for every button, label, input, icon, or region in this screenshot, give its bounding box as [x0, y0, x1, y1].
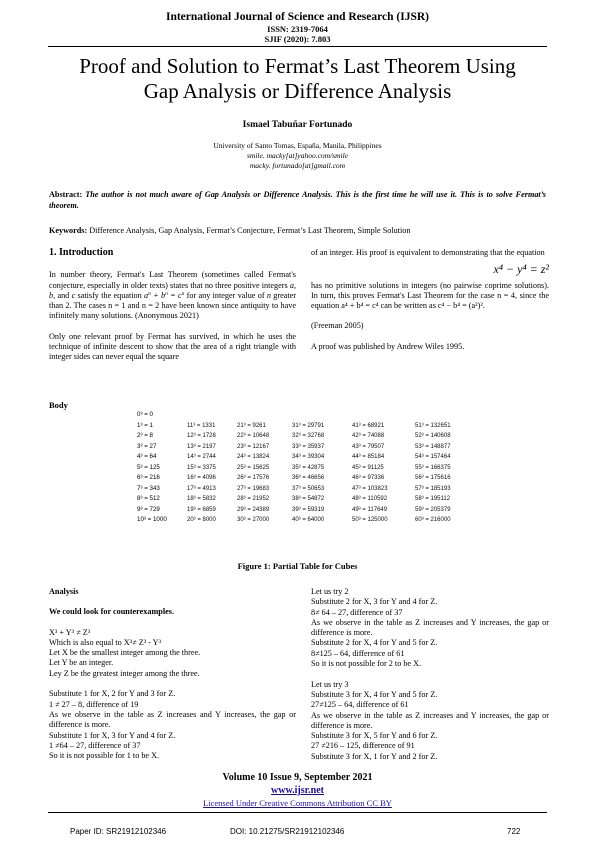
- analysis-line: Substitute 3 for X, 4 for Y and 5 for Z.: [311, 689, 438, 699]
- intro-column: [49, 248, 296, 363]
- abstract: [49, 190, 546, 211]
- cube-entry: 56³ = 175616: [415, 475, 451, 481]
- analysis-line: 27≠125 – 64, difference of 61: [311, 700, 409, 710]
- analysis-line: As we observe in the table as Z increases and Y increases, the gap or difference is more.: [311, 617, 549, 638]
- cube-entry: 12³ = 1728: [187, 433, 216, 439]
- cube-entry: 57³ = 185193: [415, 485, 451, 492]
- cube-entry: 45³ = 91125: [352, 464, 384, 471]
- keywords: [49, 226, 546, 235]
- cube-column: [137, 410, 167, 526]
- analysis-line: Substitute 2 for X, 4 for Y and 5 for Z.: [311, 638, 438, 648]
- right-paragraph-1: of an integer. His proof is equivalent to demonstrating that the equation: [311, 248, 545, 257]
- cube-entry: 29³ = 24389: [237, 506, 270, 513]
- cube-entry: 10³ = 1000: [137, 516, 167, 523]
- cube-entry: 1³ = 1: [137, 421, 153, 429]
- cube-entry: 37³ = 50653: [292, 485, 325, 492]
- keywords-label: Keywords:: [49, 226, 88, 235]
- analysis-line: 1 ≠64 – 27, difference of 37: [49, 740, 141, 750]
- analysis-line: So it is not possible for 2 to be X.: [311, 659, 422, 669]
- analysis-column-left: [49, 587, 296, 761]
- title-line-2: Gap Analysis or Difference Analysis: [143, 79, 452, 103]
- cube-column: [237, 421, 269, 526]
- analysis-right-lines: [311, 587, 549, 762]
- analysis-line: [311, 669, 549, 679]
- cube-entry: 15³ = 3375: [187, 464, 216, 471]
- intro-heading: 1. Introduction: [49, 247, 114, 258]
- cube-entry: 14³ = 2744: [187, 454, 216, 460]
- cube-entry: 30³ = 27000: [237, 517, 270, 523]
- cube-entry: 6³ = 216: [137, 474, 160, 481]
- cube-entry: 53³ = 148877: [415, 443, 451, 450]
- cube-entry: 46³ = 97336: [352, 475, 385, 481]
- cube-entry: 49³ = 117649: [352, 506, 388, 513]
- cube-entry: 26³ = 17576: [237, 475, 270, 481]
- analysis-line: Let Y be an integer.: [49, 658, 114, 668]
- cube-entry: 31³ = 29791: [292, 422, 325, 429]
- analysis-lines: [49, 628, 296, 762]
- analysis-line: Substitute 1 for X, 2 for Y and 3 for Z.: [49, 689, 176, 699]
- analysis-line: So it is not possible for 1 to be X.: [49, 751, 160, 761]
- footer-license-link[interactable]: Licensed Under Creative Commons Attribution CC BY: [203, 798, 392, 808]
- right-paragraph-2: has no primitive solutions in integers (no pairwise coprime solutions). In turn, this proves Fermat's Last Theorem for the case n = 4, since the equation a⁴ + b⁴ = c⁴ can be written as c⁴ − b⁴ = (a²)².: [311, 280, 549, 311]
- cube-entry: 38³ = 54872: [292, 496, 325, 502]
- intro-paragraph-2: Only one relevant proof by Fermat has survived, in which he uses the technique of infinite descent to show that the area of a right triangle with integer sides can never equal the square: [49, 331, 296, 362]
- cube-table: [137, 410, 467, 555]
- right-column: [311, 248, 549, 352]
- analysis-line: Let us try 2: [311, 587, 349, 596]
- cube-entry: 2³ = 8: [137, 432, 153, 439]
- author-name: Ismael Tabuñar Fortunado: [242, 120, 353, 130]
- analysis-line: Substitute 2 for X, 3 for Y and 4 for Z.: [311, 597, 438, 607]
- abstract-label: Abstract:: [49, 190, 83, 199]
- cube-entry: 42³ = 74088: [352, 433, 385, 439]
- cube-entry: 24³ = 13824: [237, 454, 270, 460]
- cube-entry: 40³ = 64000: [292, 517, 325, 523]
- equation: x⁴ − y⁴ = z²: [493, 262, 549, 277]
- cube-entry: 16³ = 4096: [187, 475, 216, 481]
- cube-entry: 25³ = 15625: [237, 464, 270, 471]
- analysis-line: Let X be the smallest integer among the three.: [49, 648, 201, 658]
- analysis-line: Substitute 1 for X, 3 for Y and 4 for Z.: [49, 730, 176, 740]
- cube-column: [352, 421, 388, 526]
- issn: ISSN: 2319-7064: [267, 24, 328, 34]
- cube-entry: 36³ = 46656: [292, 475, 325, 481]
- cube-entry: 3³ = 27: [137, 442, 157, 450]
- analysis-line: 8≠125 – 64, difference of 61: [311, 648, 405, 658]
- analysis-line: [49, 679, 296, 689]
- analysis-line: As we observe in the table as Z increases and Y increases, the gap or difference is more.: [49, 709, 296, 730]
- abstract-text: The author is not much aware of Gap Analysis or Difference Analysis. This is the first time he will use it. This is to solve Fermat’s theorem.: [49, 190, 546, 210]
- header-rule: [48, 46, 547, 47]
- cube-entry: 4³ = 64: [137, 453, 157, 460]
- keywords-text: Difference Analysis, Gap Analysis, Fermat’s Conjecture, Fermat’s Last Theorem, Simple Solution: [89, 226, 411, 235]
- cube-entry: 54³ = 157464: [415, 454, 451, 460]
- cube-entry: 58³ = 195112: [415, 496, 451, 502]
- analysis-line: X³ + Y³ ≠ Z³: [49, 627, 91, 637]
- cube-entry: 11³ = 1331: [187, 422, 216, 429]
- email-2: macky. fortunado[at]gmail.com: [249, 161, 346, 170]
- intro-paragraph-1: In number theory, Fermat's Last Theorem (sometimes called Fermat's conjecture, especially in older texts) states that no three positive integers a, b, and c satisfy the equation $a^n + b^n = c^n$ for any integer value of n greater than 2. The cases n = 1 and n = 2 have been known since antiquity to have infinitely many solutions. (Anonymous 2021): [49, 270, 296, 321]
- paper-title: [0, 54, 595, 104]
- cube-entry: 13³ = 2197: [187, 443, 216, 450]
- cube-entry: 52³ = 140608: [415, 433, 451, 439]
- cube-entry: 19³ = 6859: [187, 506, 216, 513]
- analysis-line: As we observe in the table as Z increases and Y increases, the gap or difference is more.: [311, 710, 549, 730]
- cube-entry: 0³ = 0: [137, 411, 153, 418]
- email-1: smile. macky[at]yahoo.com/smile: [246, 151, 349, 160]
- cube-entry: 41³ = 68921: [352, 422, 385, 429]
- analysis-line: 1 ≠ 27 – 8, difference of 19: [49, 699, 139, 709]
- cube-entry: 8³ = 512: [137, 495, 160, 502]
- analysis-line: Substitute 3 for X, 1 for Y and 2 for Z.: [311, 751, 438, 761]
- cube-entry: 48³ = 110592: [352, 496, 388, 502]
- analysis-line: 27 ≠216 – 125, difference of 91: [311, 741, 415, 751]
- cube-entry: 33³ = 35937: [292, 443, 325, 450]
- sjif: SJIF (2020): 7.803: [264, 34, 331, 44]
- cube-entry: 18³ = 5832: [187, 496, 216, 502]
- cube-entry: 60³ = 216000: [415, 517, 451, 523]
- analysis-line: Which is also equal to X³≠ Z³ - Y³: [49, 637, 162, 647]
- cube-entry: 7³ = 343: [137, 484, 160, 492]
- footer-rule: [48, 812, 547, 813]
- cube-entry: 32³ = 32768: [292, 433, 325, 439]
- cube-entry: 21³ = 9261: [237, 422, 266, 429]
- doi: DOI: 10.21275/SR21912102346: [230, 827, 345, 836]
- figure-caption: Figure 1: Partial Table for Cubes: [237, 561, 358, 571]
- cube-column: [187, 421, 216, 526]
- analysis-line: Substitute 3 for X, 5 for Y and 6 for Z.: [311, 731, 438, 741]
- cube-entry: 35³ = 42875: [292, 464, 325, 471]
- analysis-line: Ley Z be the greatest integer among the three.: [49, 668, 200, 678]
- cube-entry: 23³ = 12167: [237, 443, 270, 450]
- title-line-1: Proof and Solution to Fermat’s Last Theorem Using: [79, 54, 516, 78]
- analysis-line: Let us try 3: [311, 679, 349, 689]
- analysis-subheading: We could look for counterexamples.: [49, 607, 175, 617]
- cube-entry: 9³ = 729: [137, 505, 160, 513]
- analysis-column-right: [311, 587, 549, 762]
- journal-name: International Journal of Science and Research (IJSR): [165, 11, 429, 23]
- affiliation: University of Santo Tomas, España, Manila, Philippines: [213, 141, 382, 150]
- cube-entry: 44³ = 85184: [352, 454, 385, 460]
- footer-site-link[interactable]: www.ijsr.net: [271, 785, 324, 796]
- body-heading: Body: [49, 400, 68, 410]
- analysis-heading: Analysis: [49, 587, 79, 596]
- page-number: 722: [507, 827, 521, 836]
- analysis-line: 8≠ 64 – 27, difference of 37: [311, 607, 403, 617]
- cube-entry: 43³ = 79507: [352, 443, 385, 450]
- cube-column: [415, 421, 451, 526]
- cube-entry: 27³ = 19683: [237, 485, 270, 492]
- cube-entry: 20³ = 8000: [187, 517, 216, 523]
- cube-entry: 28³ = 21952: [237, 496, 270, 502]
- cube-entry: 39³ = 59319: [292, 506, 325, 513]
- cube-entry: 5³ = 125: [137, 463, 160, 471]
- cube-entry: 50³ = 125000: [352, 517, 388, 523]
- cube-entry: 55³ = 166375: [415, 464, 451, 471]
- cube-entry: 59³ = 205379: [415, 506, 451, 513]
- citation: (Freeman 2005): [311, 321, 364, 331]
- cube-entry: 34³ = 39304: [292, 454, 325, 460]
- cube-column: [292, 421, 324, 526]
- paper-id: Paper ID: SR21912102346: [70, 827, 167, 836]
- right-paragraph-3: A proof was published by Andrew Wiles 1995.: [311, 341, 465, 351]
- cube-entry: 22³ = 10648: [237, 433, 270, 439]
- cube-entry: 17³ = 4913: [187, 485, 216, 492]
- cube-entry: 47³ = 103823: [352, 485, 388, 492]
- cube-entry: 51³ = 132651: [415, 422, 451, 429]
- footer-volume: Volume 10 Issue 9, September 2021: [222, 772, 373, 783]
